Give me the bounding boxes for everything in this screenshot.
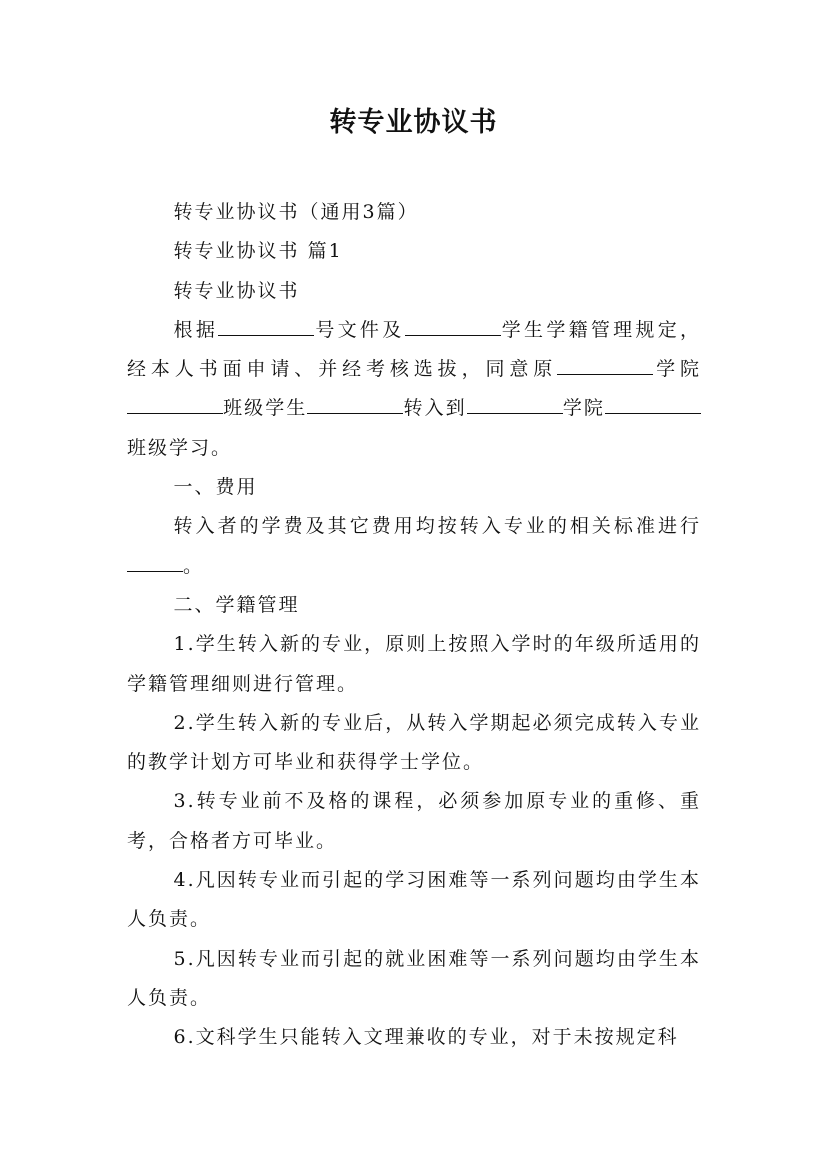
intro-text-8: 班级学习。: [127, 436, 233, 459]
list-item: 1.学生转入新的专业，原则上按照入学时的年级所适用的学籍管理细则进行管理。: [127, 633, 701, 695]
list-item: 3.转专业前不及格的课程，必须参加原专业的重修、重考，合格者方可毕业。: [127, 790, 701, 852]
fill-blank: [557, 352, 653, 375]
heading-part-1: 转专业协议书 篇1: [173, 240, 343, 263]
intro-text-7: 学院: [562, 397, 605, 420]
list-item: 5.凡因转专业而引起的就业困难等一系列问题均由学生本人负责。: [127, 947, 701, 1009]
fill-blank: [127, 391, 223, 414]
fill-blank: [307, 391, 403, 414]
heading-agreement: 转专业协议书: [173, 279, 300, 302]
section-1-title: 一、费用: [173, 476, 258, 499]
fill-blank: [467, 391, 563, 414]
fill-blank: [605, 391, 701, 414]
intro-text-5: 班级学生: [223, 397, 308, 420]
heading-general: 转专业协议书（通用3篇）: [173, 201, 419, 223]
section-1-text: 转入者的学费及其它费用均按转入专业的相关标准进行: [173, 515, 701, 538]
document-title: 转专业协议书: [329, 107, 498, 138]
intro-paragraph: [127, 311, 701, 468]
intro-text-1: 根据: [173, 318, 219, 341]
fill-blank: [405, 313, 501, 336]
document-body: [127, 193, 701, 1058]
fill-blank: [127, 549, 183, 572]
fill-blank: [218, 313, 314, 336]
section-2-title: 二、学籍管理: [173, 593, 300, 616]
list-item: 6.文科学生只能转入文理兼收的专业，对于未按规定科: [173, 1026, 679, 1049]
section-1-end: 。: [183, 554, 205, 577]
intro-text-4: 学院: [653, 358, 701, 381]
list-item: 4.凡因转专业而引起的学习困难等一系列问题均由学生本人负责。: [127, 869, 701, 931]
intro-text-3: 学生学籍管理规定，经本人书面申请、并经考核选拔，同意原: [127, 318, 701, 381]
list-item: 2.学生转入新的专业后，从转入学期起必须完成转入专业的教学计划方可毕业和获得学士学位。: [127, 711, 701, 774]
intro-text-2: 号文件及: [314, 318, 405, 341]
intro-text-6: 转入到: [403, 397, 467, 420]
section-1-paragraph: [127, 507, 701, 586]
